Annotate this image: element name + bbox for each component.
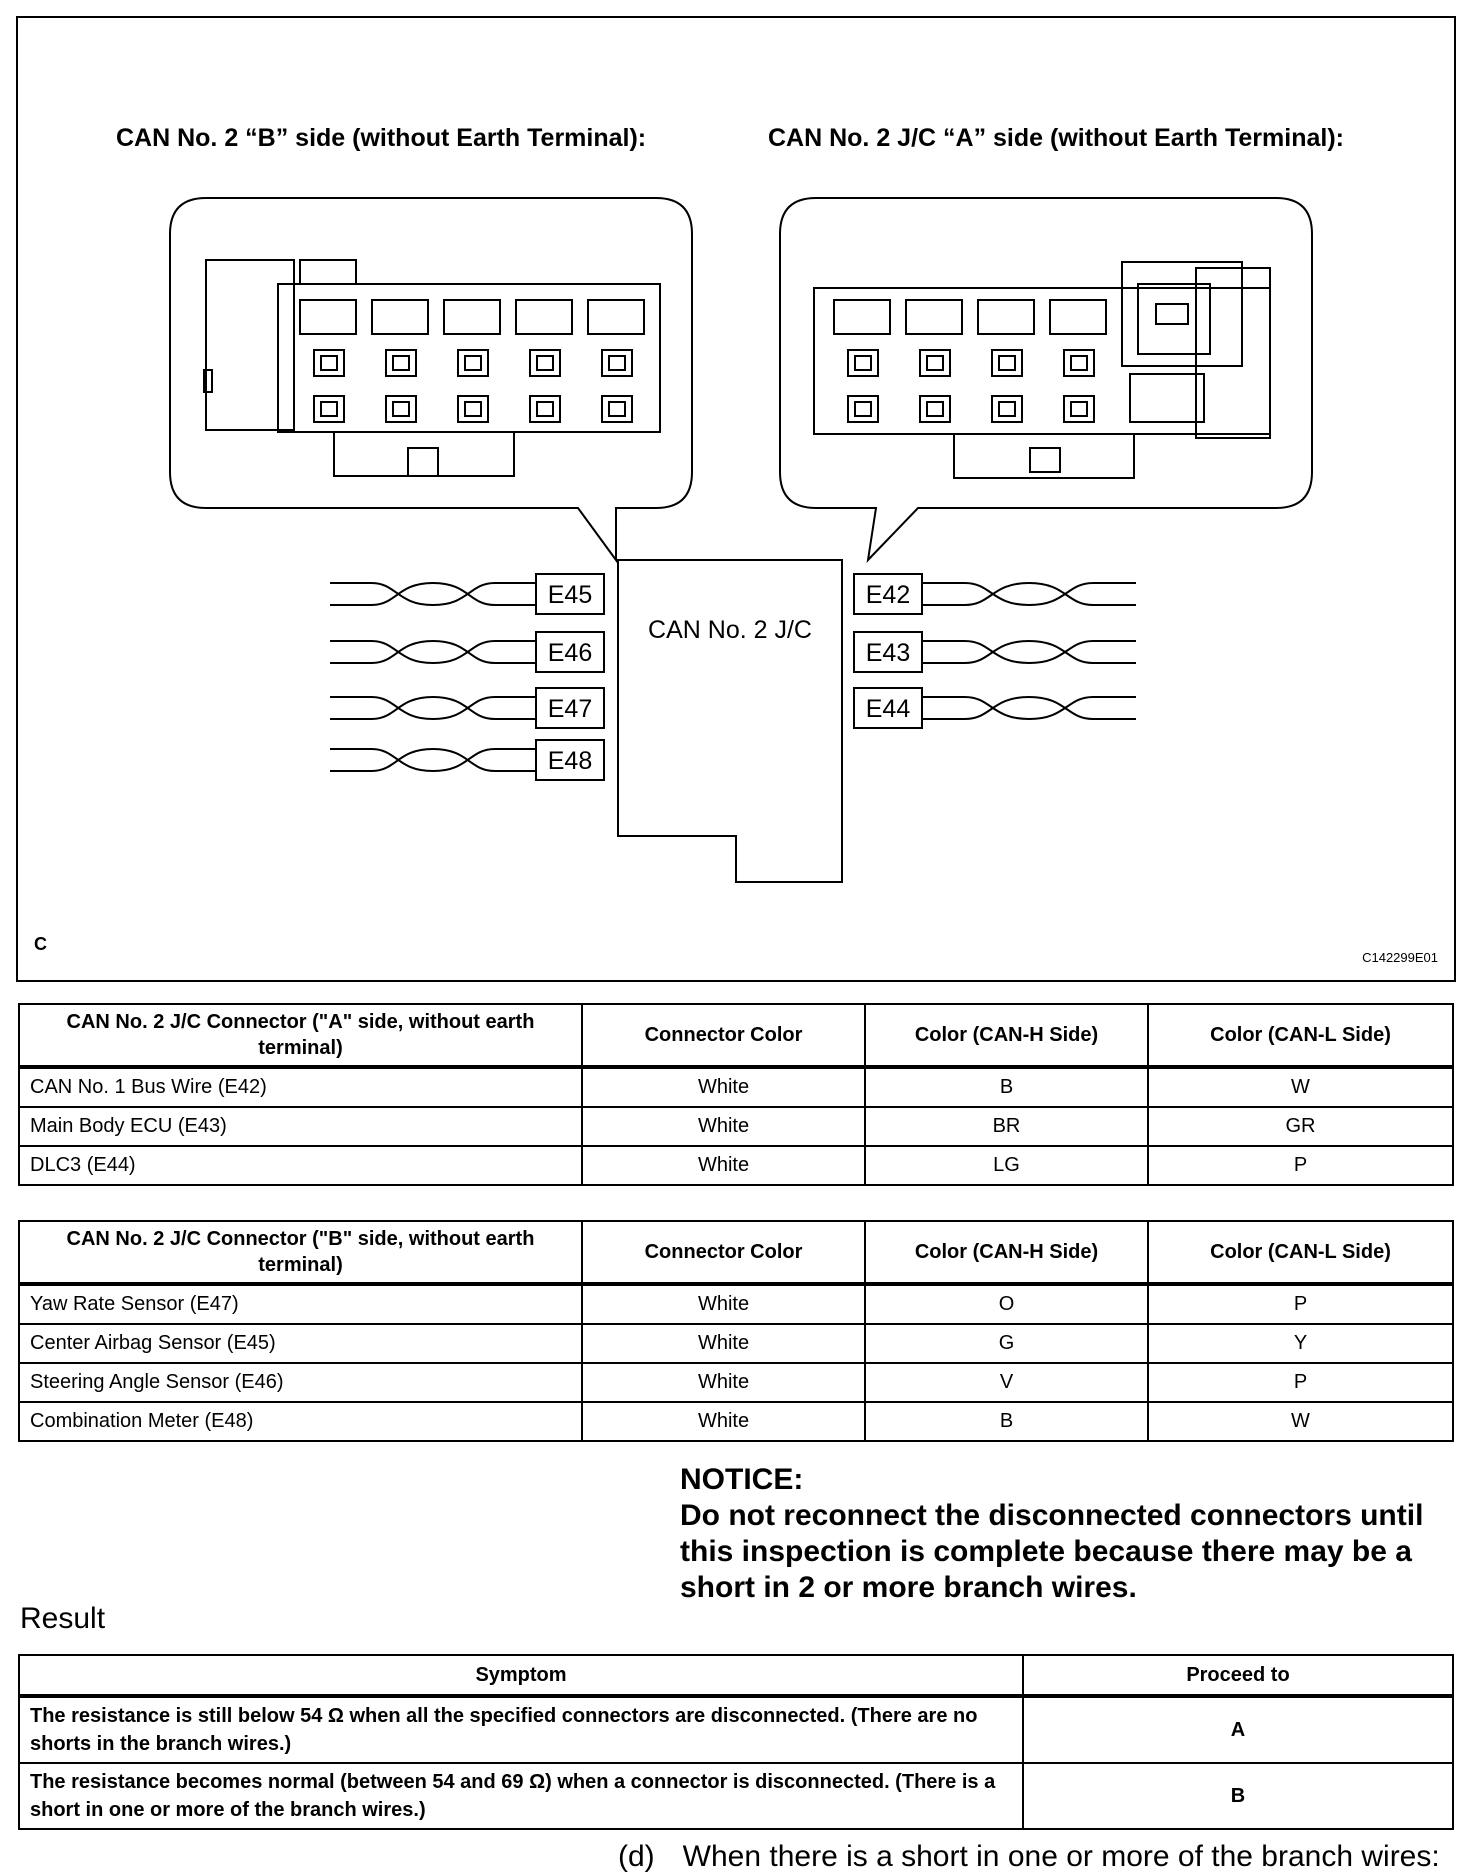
wire-strand [922,641,1136,663]
step-text: When there is a short in one or more of the branch wires: [682,1840,1440,1873]
wire-strand [922,697,1136,719]
figure-code: C142299E01 [1362,950,1438,965]
left-connector-callout [170,198,692,560]
table-header: Color (CAN-H Side) [865,1004,1148,1067]
symptom-cell: The resistance becomes normal (between 54 and 69 Ω) when a connector is disconnected. (There is a short in one or more of the branch wires.) [19,1763,1023,1829]
terminal-label: E42 [865,581,911,609]
table-cell: V [865,1363,1148,1402]
table-cell: Main Body ECU (E43) [19,1107,582,1146]
wire-strand [330,583,536,605]
table-header: Proceed to [1023,1655,1453,1696]
table-header: Color (CAN-L Side) [1148,1221,1453,1284]
table-cell: DLC3 (E44) [19,1146,582,1185]
table-cell: BR [865,1107,1148,1146]
result-heading: Result [20,1602,106,1635]
table-row [19,1107,1453,1146]
table-cell: B [865,1067,1148,1107]
table-cell: B [865,1402,1148,1441]
table-header: Connector Color [582,1004,865,1067]
table-cell: White [582,1146,865,1185]
table-cell: GR [1148,1107,1453,1146]
terminal-label: E43 [865,639,911,667]
table-cell: LG [865,1146,1148,1185]
table-row [19,1067,1453,1107]
table-row [19,1363,1453,1402]
wire-strand [330,641,536,663]
wire-strand [922,697,1136,719]
b-side-connector-table [18,1220,1454,1442]
table-header: Color (CAN-L Side) [1148,1004,1453,1067]
table-header-row [19,1221,1453,1284]
table-cell: Y [1148,1324,1453,1363]
wire-strand [330,697,536,719]
wire-strand [330,583,536,605]
a-side-connector-table [18,1003,1454,1186]
terminal-label: E44 [865,695,911,723]
table-header: Color (CAN-H Side) [865,1221,1148,1284]
proceed-cell: A [1023,1696,1453,1763]
wire-strand [330,749,536,771]
right-connector-callout [780,198,1312,560]
table-header: Symptom [19,1655,1023,1696]
notice-block [680,1462,1460,1606]
table-cell: P [1148,1284,1453,1324]
terminal-label: E45 [547,581,593,609]
table-header: CAN No. 2 J/C Connector ("A" side, without earth terminal) [19,1004,582,1067]
result-table [18,1654,1454,1830]
junction-label: CAN No. 2 J/C [648,616,812,644]
table-cell: Yaw Rate Sensor (E47) [19,1284,582,1324]
table-cell: O [865,1284,1148,1324]
table-cell: White [582,1363,865,1402]
figure-corner-mark: C [34,934,47,954]
table-cell: White [582,1324,865,1363]
table-row [19,1763,1453,1829]
table-row [19,1284,1453,1324]
step-marker: (d) [618,1840,655,1873]
table-row [19,1146,1453,1185]
wire-strand [922,583,1136,605]
right-connector-title: CAN No. 2 J/C “A” side (without Earth Terminal): [768,124,1344,152]
terminal-label: E46 [547,639,593,667]
symptom-cell: The resistance is still below 54 Ω when all the specified connectors are disconnected. (There are no shorts in the branch wires.) [19,1696,1023,1763]
notice-body: Do not reconnect the disconnected connectors until this inspection is complete because there may be a short in 2 or more branch wires. [680,1499,1424,1604]
table-row [19,1324,1453,1363]
wire-strand [922,641,1136,663]
table-row [19,1696,1453,1763]
table-cell: White [582,1107,865,1146]
table-cell: P [1148,1363,1453,1402]
connector-diagram [16,16,1456,982]
wire-strand [330,697,536,719]
wire-strand [330,641,536,663]
table-cell: White [582,1284,865,1324]
table-row [19,1402,1453,1441]
table-cell: CAN No. 1 Bus Wire (E42) [19,1067,582,1107]
table-header: CAN No. 2 J/C Connector ("B" side, without earth terminal) [19,1221,582,1284]
table-cell: White [582,1067,865,1107]
a-side-wires [854,574,1136,728]
b-side-wires [330,574,604,780]
table-cell: W [1148,1402,1453,1441]
table-cell: Steering Angle Sensor (E46) [19,1363,582,1402]
proceed-cell: B [1023,1763,1453,1829]
junction-block [618,560,842,882]
table-cell: White [582,1402,865,1441]
table-cell: Combination Meter (E48) [19,1402,582,1441]
notice-title: NOTICE: [680,1463,804,1496]
terminal-label: E47 [547,695,593,723]
next-step [618,1840,1468,1874]
terminal-label: E48 [547,747,593,775]
table-cell: G [865,1324,1148,1363]
left-connector-title: CAN No. 2 “B” side (without Earth Terminal): [116,124,647,152]
table-header-row [19,1004,1453,1067]
table-cell: W [1148,1067,1453,1107]
wire-strand [330,749,536,771]
wire-strand [922,583,1136,605]
table-header-row [19,1655,1453,1696]
table-header: Connector Color [582,1221,865,1284]
table-cell: Center Airbag Sensor (E45) [19,1324,582,1363]
table-cell: P [1148,1146,1453,1185]
